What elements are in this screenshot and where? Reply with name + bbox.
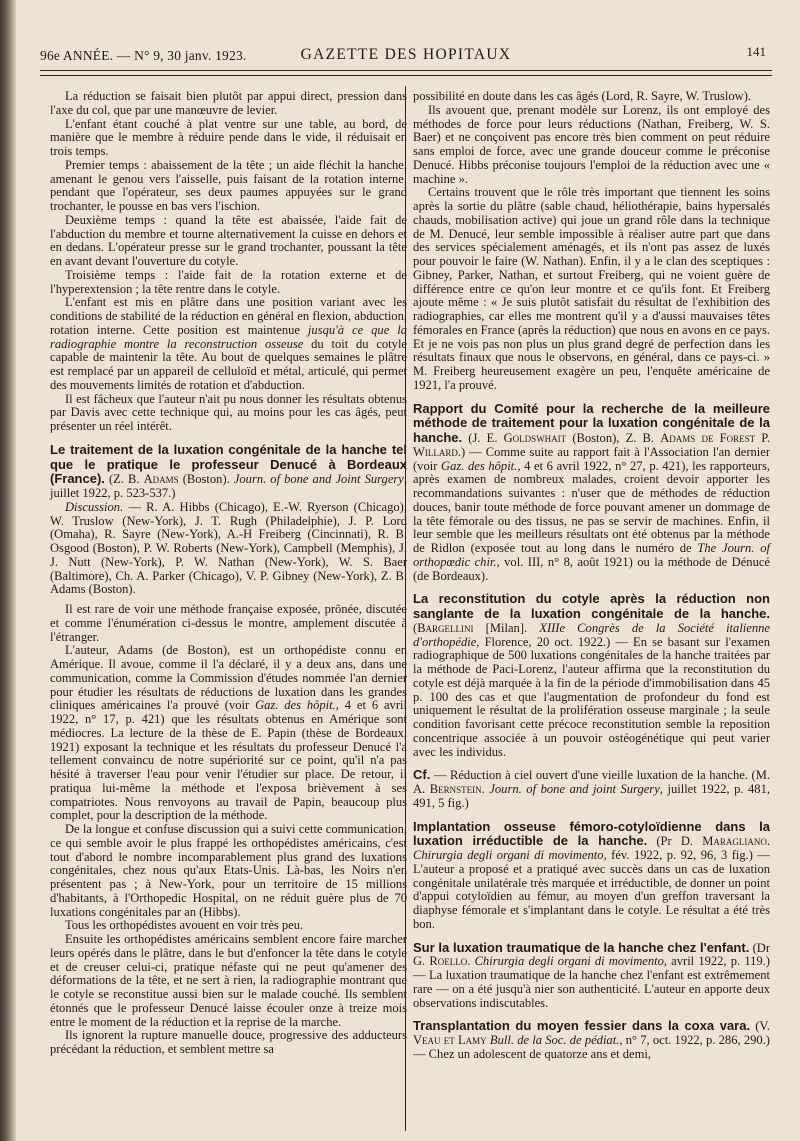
article-section: Implantation osseuse fémoro-cotyloïdienne dans la luxation irréductible de la hanche. (Pr D. Maragliano. Chirurgia degli organi di movimento, fév. 1922, p. 92, 96, 3 fig.) — L'auteur a proposé et a pratiqué avec succès dans un cas de luxation congénitale unilatérale très marquée et irréductible, de donner un point d'appui cotyloïdien au fémur, au moyen d'un greffon traversant la diaphyse fémorale et s'implantant dans le cotyle. Le résultat a été très bon. — [413, 818, 770, 931]
paragraph: L'auteur, Adams (de Boston), est un orthopédiste connu en Amérique. Il avoue, comme il l'a déclaré, il y a deux ans, dans une communication, comme la Commission d'études nommée l'an dernier pour étudier les résultats de réductions de luxation dans les grandes cliniques américaines l'a prouvé (voir Gaz. des hôpit., 4 et 6 avril 1922, n° 17, p. 421) que les résultats obtenus en Amérique sont médiocres. La lecture de la thèse de E. Papin (thèse de Bordeaux, 1921) exposant la technique et les résultats du professeur Denucé l'a tellement convaincu de notre supériorité sur ce point, qu'il n'a pas hésité à traverser l'eau pour venir l'étudier sur place. De retour, il pratiqua lui-même la méthode et l'exposa brièvement à ses compatriotes. Nous renvoyons au travail de Papin, beaucoup plus complet, pour la description de la méthode. — [50, 643, 407, 823]
paragraph: Ils avouent que, prenant modèle sur Lorenz, ils ont employé des méthodes de force pour leurs réductions (Nathan, Freiberg, W. S. Baer) et ne conçoivent pas encore très bien comment on peut réduire sans emploi de force, avec une grande douceur comme le préconise Denucé. Hibbs préconise toujours l'emploi de la réduction avec une « machine ». — [413, 102, 770, 186]
article-section: Rapport du Comité pour la recherche de la meilleure méthode de traitement pour la luxation congénitale de la hanche. (J. E. Goldswhait (Boston), Z. B. Adams de Forest P. Willard.) — Comme suite au rapport fait à l'Association l'an dernier (voir Gaz. des hôpit., 4 et 6 avril 1922, n° 27, p. 421), les rapporteurs, après examen de nombreux malades, croient devoir apporter les recommandations suivantes : n'user que de méthodes de réduction douces, banir toute méthode de force pouvant amener un dommage de la tête fémorale ou des tissus, ne pas se servir de machines. Enfin, il leur semble que les meilleurs résultats ont été obtenus par la méthode de Ridlon (exposée tout au long dans le numéro de The Journ. of orthopœdic chir., vol. III, n° 8, août 1921) ou la méthode de Dénucé (de Bordeaux). — [413, 400, 770, 583]
right-column — [413, 90, 770, 1062]
section-title: Implantation osseuse fémoro-cotyloïdienne dans la luxation irréductible de la hanche. — [413, 818, 770, 849]
journal-title: GAZETTE DES HOPITAUX — [300, 46, 512, 63]
binding-edge — [0, 0, 16, 1141]
header-rule-thin — [40, 75, 772, 76]
left-column — [50, 90, 407, 1057]
paragraph: L'enfant est mis en plâtre dans une position variant avec les conditions de stabilité de la réduction en général en flexion, abduction, rotation interne. Cette position est maintenue jusqu'à ce que la radiographie montre la reconstruction osseuse du toit du cotyle capable de maintenir la tête. Au bout de quelques semaines le plâtre est remplacé par un appareil de celluloïd et métal, articulé, qui permet des mouvements limités de rotation et d'abduction. — [50, 295, 407, 392]
article-section: Transplantation du moyen fessier dans la coxa vara. (V. Veau et Lamy Bull. de la Soc. de pédiat., n° 7, oct. 1922, p. 286, 290.) — Chez un adolescent de quatorze ans et demi, — [413, 1018, 770, 1061]
section-title: Sur la luxation traumatique de la hanche chez l'enfant. — [413, 939, 750, 955]
paragraph: possibilité en doute dans les cas âgés (Lord, R. Sayre, W. Truslow). — [413, 89, 752, 103]
section-title: Rapport du Comité pour la recherche de la meilleure méthode de traitement pour la luxation congénitale de la hanche. — [413, 400, 770, 445]
section-title: Cf. — [413, 767, 431, 783]
paragraph: De la longue et confuse discussion qui a suivi cette communication, ce qui semble avoir le plus frappé les orthopédistes américains, c'est tout d'abord le nombre incomparablement plus grand des luxations congénitales, chez nous qu'aux Etats-Unis. Là-bas, les Noirs n'en présentent pas ; à New-York, pour un territoire de 15 millions d'habitants, à l'Orthopedic Hospital, on ne réduit guère plus de 70 luxations congénitales par an (Hibbs). — [50, 822, 407, 919]
page-header — [40, 40, 772, 66]
article-section: Le traitement de la luxation congénitale de la hanche tel que le pratique le professeur Denucé à Bordeaux (France). (Z. B. Adams (Boston). Journ. of bone and Joint Surgery, juillet 1922, p. 523-537.) Discussion. — R. A. Hibbs (Chicago), E.-W. Ryerson (Chicago), W. Truslow (New-York), J. T. Rugh (Philadelphie), J. P. Lord (Omaha), R. Sayre (New-York), A.-H Freiberg (Cincinnati), R. B. Osgood (Boston), P. W. Roberts (New-York), Campbell (Memphis), J. J. Nutt (New-York), P. W. Nathan (New-York), W. S. Baer (Baltimore), Ch. A. Parker (Chicago), V. P. Gibney (New-York), Z. B. Adams (Boston). Il est rare de voir une méthode française exposée, prônée, discutée et comme l'énumération ci-dessus le montre, amplement discutée à l'étranger. L'auteur, Adams (de Boston), est un orthopédiste connu en Amérique. Il avoue, comme il l'a déclaré, il y a deux ans, dans une communication, comme la Commission d'études nommée l'an dernier pour étudier les résultats de réductions de luxation dans les grandes cliniques américaines l'a prouvé (voir Gaz. des hôpit., 4 et 6 avril 1922, n° 17, p. 421) que les résultats obtenus en Amérique sont médiocres. La lecture de la thèse de E. Papin (thèse de Bordeaux, 1921) exposant la technique et les résultats du professeur Denucé l'a tellement convaincu de notre supériorité sur ce point, qu'il n'a pas hésité à traverser l'eau pour venir l'étudier sur place. De retour, il pratiqua lui-même la méthode et l'exposa brièvement à ses compatriotes. Nous renvoyons au travail de Papin, beaucoup plus complet, pour la description de la méthode. De la longue et confuse discussion qui a suivi cette communication, ce qui semble avoir le plus frappé les orthopédistes américains, c'est tout d'abord le nombre incomparablement plus grand des luxations congénitales, chez nous qu'aux Etats-Unis. Là-bas, les Noirs n'en présentent pas ; à New-York, pour un territoire de 15 millions d'habitants, à l'Orthopedic Hospital, on ne réduit guère plus de 70 luxations congénitales par an (Hibbs). Tous les orthopédistes avouent en voir très peu. Ensuite les orthopédistes américains semblent encore faire marcher leurs opérés dans le plâtre, dans le but d'enfoncer la tête dans le cotyle et de creuser celui-ci, pratique néfaste qui ne peut qu'amener des déformations de la tête, et ne sert à rien, la radiographie montrant que le cotyle se reconstitue aussi bien sur le malade couché. Ils semblent étonnés que le professeur Denucé laisse écouler onze à treize mois entre le moment de la réduction et la reprise de la marche. Ils ignorent la rupture manuelle douce, progressive des adducteurs précédant la réduction, et semblent mettre sa — [50, 441, 407, 1056]
paragraph: Certains trouvent que le rôle très important que tiennent les soins après la sortie du plâtre (sable chaud, héliothérapie, bains hypersalés chauds, mobilisation active) qui joue un grand rôle dans la technique de M. Denucé, leur semble impossible à réaliser autre part que dans des services spécialement aménagés, et ils n'ont pas assez de luxés pour pouvoir le faire (W. Nathan). Enfin, il y a le clan des sceptiques : Gibney, Parker, Nathan, et surtout Freiberg, qui ne voient guère de différence entre ce qu'on leur montre et ce qu'ils font. Et Freiberg ajoute même : « Je suis plutôt satisfait du résultat de l'exhibition des radiographies, car elles me montrent qu'il y a d'aussi mauvaises têtes fémorales en France (après la réduction) que nous en avons en ce pays. Et je ne vois pas non plus un plus grand degré de perfection dans les résultats finaux que nous le observons, en général, dans ce pays-ci. » M. Freiberg heureusement exagère un peu, l'enquête américaine de 1921, l'a prouvé. — [413, 185, 770, 392]
page-number: 141 — [746, 44, 766, 59]
section-title: La reconstitution du cotyle après la réduction non sanglante de la luxation congénitale de la hanche. — [413, 591, 770, 621]
paragraph: Ensuite les orthopédistes américains semblent encore faire marcher leurs opérés dans le plâtre, dans le but d'enfoncer la tête dans le cotyle et de creuser celui-ci, pratique néfaste qui ne peut qu'amener des déformations de la tête, et ne sert à rien, la radiographie montrant que le cotyle se reconstitue aussi bien sur le malade couché. Ils semblent étonnés que le professeur Denucé laisse écouler onze à treize mois entre le moment de la réduction et la reprise de la marche. — [50, 932, 407, 1029]
issue-info: 96e ANNÉE. — N° 9, 30 janv. 1923. — [40, 48, 247, 63]
section-title: Le traitement de la luxation congénitale de la hanche tel que le pratique le professeur Denucé à Bordeaux (France). — [50, 441, 407, 487]
paragraph: Premier temps : abaissement de la tête ; un aide fléchit la hanche, amenant le genou vers l'aisselle, puis faisant de la rotation interne, pendant que l'opérateur, ses deux paumes appuyées sur le grand trochanter, le pousse en bas vers l'ischion. — [50, 157, 407, 213]
section-title: Transplantation du moyen fessier dans la coxa vara. — [413, 1018, 751, 1034]
paragraph: Il est fâcheux que l'auteur n'ait pu nous donner les résultats obtenus par Davis avec cette technique qui, au moins pour les cas âgés, peut présenter un réel intérêt. — [50, 391, 407, 433]
paragraph: Tous les orthopédistes avouent en voir très peu. — [65, 918, 304, 933]
paragraph: La réduction se faisait bien plutôt par appui direct, pression dans l'axe du col, que par une manœuvre de levier. — [50, 89, 407, 117]
article-section: La reconstitution du cotyle après la réduction non sanglante de la luxation congénitale de la hanche. (Bargellini [Milan]. XIIIe Congrès de la Société italienne d'orthopédie, Florence, 20 oct. 1922.) — En se basant sur l'examen radiographique de 500 luxations congénitales de la hanche traitées par la méthode de Paci-Lorenz, l'auteur affirma que la reconstitution du cotyle est déjà marquée à la fin de la période d'immobilisation dans 45 p. 100 des cas et que l'augmentation de profondeur du fond est uniquement le résultat de la prolifération osseuse marginale ; la seule condition favorisant cette précoce reconstitution semble la reposition concentrique associée à un pouvoir ostéogénétique qui peut varier avec les individus. — [413, 591, 770, 759]
paragraph: L'enfant étant couché à plat ventre sur une table, au bord, de manière que le membre à réduire pende dans le vide, il réduisait en trois temps. — [50, 116, 407, 158]
article-section: Cf. — Réduction à ciel ouvert d'une vieille luxation de la hanche. (M. A. Bernstein. Journ. of bone and joint Surgery, juillet 1922, p. 481, 491, 5 fig.) — [413, 767, 770, 810]
paragraph: Troisième temps : l'aide fait de la rotation externe et de l'hyperextension ; la tête rentre dans le cotyle. — [50, 267, 407, 296]
paragraph: Il est rare de voir une méthode française exposée, prônée, discutée et comme l'énumération ci-dessus le montre, amplement discutée à l'étranger. — [50, 602, 407, 644]
header-rule-thick — [40, 70, 772, 71]
article-section: Sur la luxation traumatique de la hanche chez l'enfant. (Dr G. Roello. Chirurgia degli organi di movimento, avril 1922, p. 119.) — La luxation traumatique de la hanche chez l'enfant est extrêmement rare — on a été jusqu'à nier son authenticité. L'auteur en apporte deux observations indiscutables. — [413, 939, 770, 1010]
discussion-list: Discussion. — R. A. Hibbs (Chicago), E.-W. Ryerson (Chicago), W. Truslow (New-York), J. T. Rugh (Philadelphie), J. P. Lord (Omaha), R. Sayre (New-York), A.-H Freiberg (Cincinnati), R. B. Osgood (Boston), P. W. Roberts (New-York), Campbell (Memphis), J. J. Nutt (New-York), P. W. Nathan (New-York), W. S. Baer (Baltimore), Ch. A. Parker (Chicago), V. P. Gibney (New-York), Z. B. Adams (Boston). — [50, 499, 407, 597]
paragraph: Ils ignorent la rupture manuelle douce, progressive des adducteurs précédant la réduction, et semblent mettre sa — [50, 1028, 407, 1056]
paragraph: Deuxième temps : quand la tête est abaissée, l'aide fait de l'abduction du membre et tourne alternativement la cuisse en dehors et en dedans. L'opérateur presse sur le grand trochanter, poussant la tête en avant devant l'ouverture du cotyle. — [50, 212, 407, 268]
